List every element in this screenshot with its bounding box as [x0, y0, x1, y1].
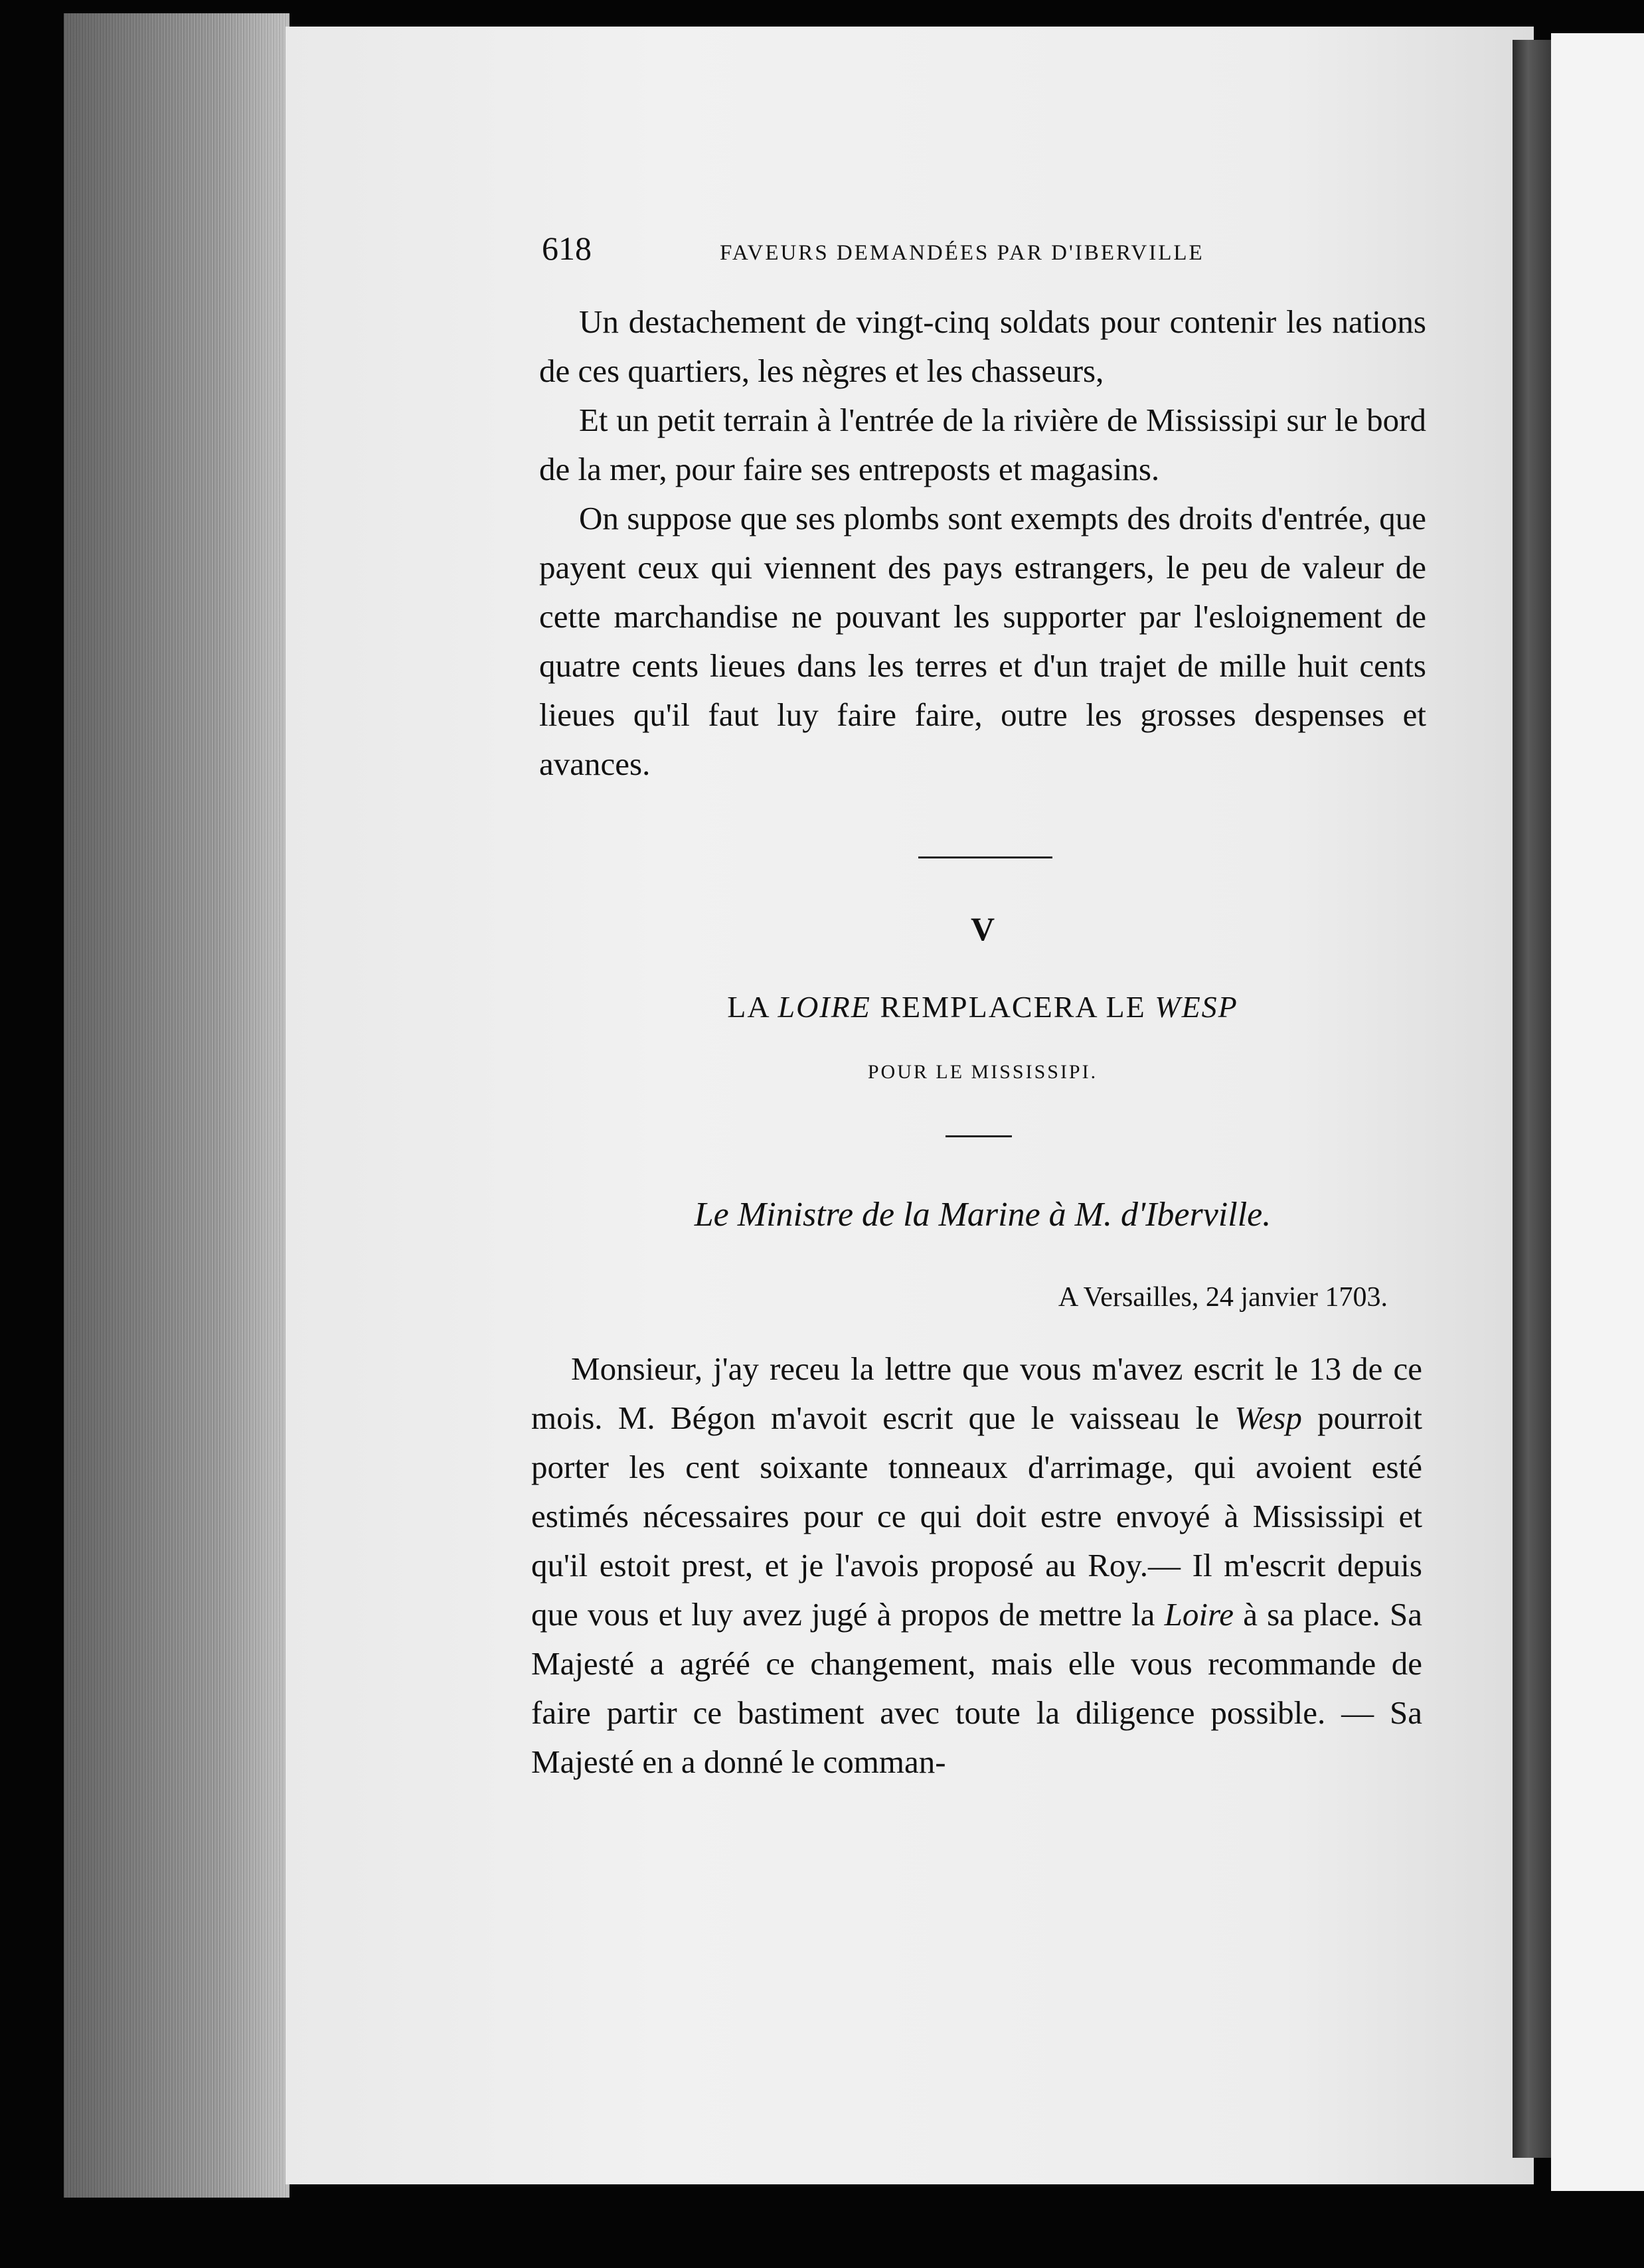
binding-shadow — [1513, 40, 1551, 2158]
section-title — [539, 989, 1426, 1024]
paragraph: Et un petit terrain à l'entrée de la rivière de Mississipi sur le bord de la mer, pour faire ses entreposts et magasins. — [539, 402, 1426, 487]
title-ship-name: LOIRE — [778, 990, 871, 1024]
letter-dateline: A Versailles, 24 janvier 1703. — [1058, 1282, 1388, 1313]
page-header — [542, 229, 1259, 276]
paragraph: On suppose que ses plombs sont exempts des droits d'entrée, que payent ceux qui viennent des pays estrangers, le peu de valeur de cette marchandise ne pouvant les supporter par l'esloignement de quatre cents lieues dans les terres et d'un trajet de mille huit cents lieues qu'il faut luy faire faire, outre les grosses despenses et avances. — [539, 500, 1426, 782]
page-edge-shadow — [64, 13, 289, 2198]
paragraph: Un destachement de vingt-cinq soldats pour contenir les nations de ces quartiers, les nègres et les chasseurs, — [539, 303, 1426, 389]
title-part: REMPLACERA LE — [870, 990, 1155, 1024]
title-part: LA — [727, 990, 778, 1024]
section-subtitle: POUR LE MISSISSIPI. — [867, 1061, 1098, 1083]
letter-text: pourroit porter les cent soixante tonneaux d'arrimage, qui avoient esté estimés nécessaires pour ce qui doit estre envoyé à Mississipi et qu'il estoit prest, et je l'avois proposé au Roy.— Il m'escrit depuis que vous et luy avez jugé à propos de mettre la — [531, 1400, 1422, 1633]
title-ship-name: WESP — [1155, 990, 1238, 1024]
continuation-text — [539, 297, 1426, 789]
letter-text: Monsieur, j'ay receu la lettre que vous m'avez escrit le 13 de ce mois. M. Bégon m'avoit escrit que le vaisseau le — [531, 1350, 1422, 1436]
short-divider — [945, 1135, 1012, 1137]
letter-heading: Le Ministre de la Marine à M. d'Iberville. — [694, 1196, 1272, 1234]
section-number: V — [970, 910, 995, 947]
section-divider — [918, 856, 1052, 858]
ship-name: Loire — [1164, 1596, 1234, 1633]
letter-text: à sa place. Sa Majesté a agréé ce changement, mais elle vous recommande de faire partir ce bastiment avec toute la diligence possible. — Sa Majesté en a donné le comman- — [531, 1596, 1422, 1780]
letter-paragraph — [531, 1344, 1422, 1787]
running-title: FAVEURS DEMANDÉES PAR D'IBERVILLE — [720, 241, 1204, 265]
letter-body — [531, 1344, 1422, 1787]
ship-name: Wesp — [1234, 1400, 1302, 1436]
facing-page-edge — [1551, 33, 1644, 2191]
page-number: 618 — [542, 230, 592, 267]
